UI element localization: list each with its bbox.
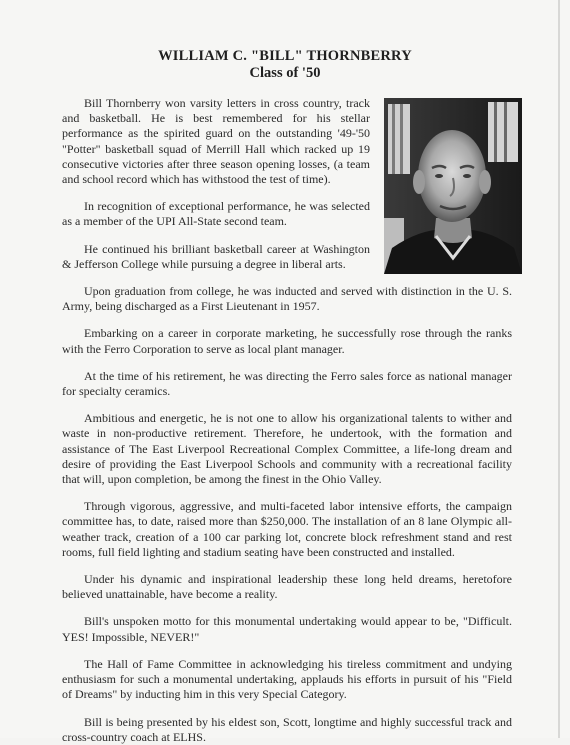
paragraph-12: Bill is being presented by his eldest son, Scott, longtime and highly successful track and cross-country coach at ELHS. (62, 714, 512, 744)
paragraph-7: Ambitious and energetic, he is not one to allow his organizational talents to wither and waste in non-productive retirement. Therefore, he undertook, with the formation and assistance of The East Liverpool Recreational Complex Committee, a life-long dream and desire of providing the East Liverpool Schools and community with a recreational facility that will, upon completion, be among the finest in the Ohio Valley. (62, 411, 512, 487)
portrait-photo-icon (384, 98, 522, 274)
page-subtitle: Class of '50 (249, 65, 321, 81)
paragraph-10: Bill's unspoken motto for this monumental undertaking would appear to be, "Difficult. YES! Impossible, NEVER!" (62, 614, 512, 644)
paragraph-9: Under his dynamic and inspirational leadership these long held dreams, heretofore believed unattainable, have become a reality. (62, 572, 512, 602)
paragraph-5: Embarking on a career in corporate marketing, he successfully rose through the ranks with the Ferro Corporation to serve as local plant manager. (62, 326, 512, 356)
paragraph-4: Upon graduation from college, he was inducted and served with distinction in the U. S. Army, being discharged as a First Lieutenant in 1957. (62, 284, 512, 314)
paragraph-11: The Hall of Fame Committee in acknowledging his tireless commitment and undying enthusiasm for such a monumental undertaking, applauds his efforts in pursuit of his "Field of Dreams" by inducting him in this very Special Category. (62, 656, 512, 702)
paragraph-2: In recognition of exceptional performance, he was selected as a member of the UPI All-State second team. (62, 199, 370, 229)
paragraph-3: He continued his brilliant basketball career at Washington & Jefferson College while pursuing a degree in liberal arts. (62, 241, 370, 271)
paragraph-6: At the time of his retirement, he was directing the Ferro sales force as national manager for specialty ceramics. (62, 368, 512, 399)
paragraph-8: Through vigorous, aggressive, and multi-faceted labor intensive efforts, the campaign committee has, to date, raised more than $250,000. The installation of an 8 lane Olympic all-weather track, creation of a 100 car parking lot, concrete block refreshment stand and rest rooms, full field lighting and stadium seating have been constructed and installed. (62, 499, 512, 559)
page-edge (558, 0, 560, 738)
page-title: WILLIAM C. "BILL" THORNBERRY (158, 48, 412, 64)
paragraph-1: Bill Thornberry won varsity letters in cross country, track and basketball. He is best remembered for his stellar performance as the spirited guard on the outstanding '49-'50 "Potter" basketball squad of Merrill Hall which racked up 19 consecutive victories after three season opening losses, (a team and school record which has withstood the test of time). (62, 96, 370, 187)
portrait-photo (384, 98, 522, 274)
article-body-wide (62, 284, 512, 745)
